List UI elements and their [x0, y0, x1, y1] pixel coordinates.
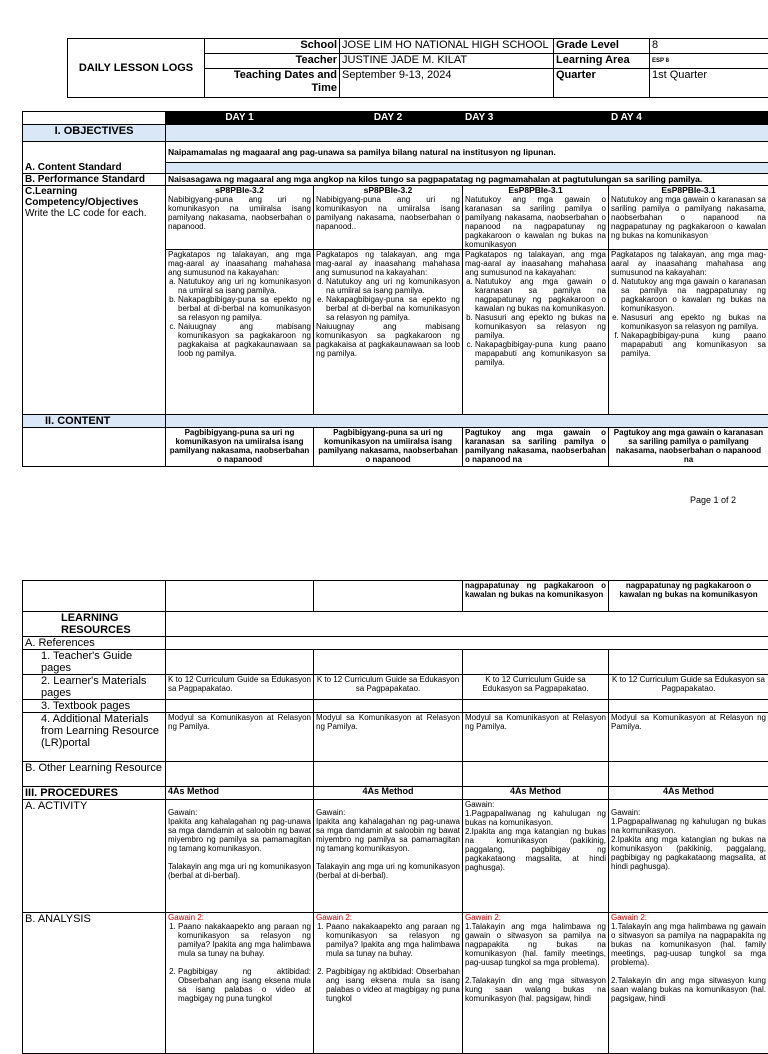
analysis-item: 2.Talakayin din ang mga sitwasyon kung saan walang bukas na komunikasyon (hal. pagsigaw, hindi — [465, 976, 606, 1003]
day-1-activity — [166, 800, 314, 913]
school-value: JOSE LIM HO NATIONAL HIGH SCHOOL — [340, 39, 554, 54]
day-4-objective: f. Nakapagbibigay-puna kung paano mapapabuti ang komunikasyon sa pamilya. — [621, 331, 766, 358]
dates-value: September 9-13, 2024 — [340, 69, 554, 98]
references-band — [166, 637, 768, 650]
gawain-2-label: Gawain 2: — [465, 913, 606, 922]
lc-note: Write the LC code for each. — [25, 208, 147, 219]
lm-day-3: K to 12 Curriculum Guide sa Edukasyon sa Pagpapakatao. — [463, 675, 609, 700]
day-2-objective: d. Natutukoy ang uri ng komunikasyon na umiiral sa isang pamilya. — [326, 277, 460, 295]
method-day-2: 4As Method — [314, 787, 463, 800]
tb-day-3 — [463, 700, 609, 713]
objectives-table — [22, 111, 768, 467]
day-1-competency — [166, 186, 314, 250]
day-4-content: Pagtukoy ang mga gawain o karanasan sa sariling pamilya o pamilyang nakasama, naobserbahan o napanood na — [609, 428, 768, 467]
lm-day-2: K to 12 Curriculum Guide sa Edukasyon sa Pagpapakatao. — [314, 675, 463, 700]
cont-left-cell — [23, 581, 166, 612]
day-2-competency — [314, 186, 463, 250]
tb-day-1 — [166, 700, 314, 713]
day-2-activity — [314, 800, 463, 913]
day-1-intro: Pagkatapos ng talakayan, ang mga mag-aaral ay inaasahang mahahasa ang sumusunod na kakayahan: — [168, 250, 311, 277]
analysis-item: 1. Paano nakakaapekto ang paraan ng komunikasyon sa relasyon ng pamilya? Ipakita ang mga halimbawa mula sa tunay na buhay. — [326, 922, 460, 958]
doc-title: DAILY LESSON LOGS — [68, 39, 205, 98]
day-3-code: EsP8PBIe-3.1 — [465, 186, 606, 195]
day-1-objective: a. Natutukoy ang uri ng komunikasyon na umiiral sa isang pamilya. — [178, 277, 311, 295]
add-day-4: Modyul sa Komunikasyon at Relasyon ng Pamilya. — [609, 713, 768, 762]
content-standard-value: Naipamamalas ng magaaral ang pag-unawa sa pamilya bilang natural na institusyon ng lipunan. — [166, 142, 768, 163]
day-4-objective: e. Nasusuri ang epekto ng bukas na komunikasyon sa relasyon ng pamilya. — [621, 313, 766, 331]
day-4-competency-text: Natutukoy ang mga gawain o karanasan sa sariling pamilya o pamilyang nakasama, naobserbahan o napanood na nagpapatunay ng pagkakaroon o kawalan ng bukas na komunikasyon — [611, 195, 766, 240]
day-3-objective: b. Nasusuri ang epekto ng bukas na komunikasyon sa relasyon ng pamilya. — [475, 313, 606, 340]
cont-day-1 — [166, 581, 314, 612]
day-4-objectives — [609, 250, 768, 415]
analysis-item: 1.Talakayin ang mga halimbawa ng gawain o sitwasyon sa pamilya na nagpapakita ng bukas na komunikasyon (hal. family meetings, pag-uusap tungkol sa mga problema). — [611, 922, 766, 967]
day-1-competency-text: Nabibigyang-puna ang uri ng komunikasyon na umiiralsa isang pamilyang nakasama, naobserbahan o napanood. — [168, 195, 311, 231]
day-3-content-cont: nagpapatunay ng pagkakaroon o kawalan ng bukas na komunikasyon — [463, 581, 609, 612]
day-2-analysis — [314, 913, 463, 1054]
day-2-objectives — [314, 250, 463, 415]
learners-materials-label: 2. Learner's Materials pages — [23, 675, 166, 700]
day-3-competency — [463, 186, 609, 250]
activity-text: Ipakita ang kahalagahan ng pag-unawa sa mga damdamin at saloobin ng bawat miyembro ng pamilya sa pamamagitan ng tamang komunikasyon. — [168, 817, 311, 853]
add-day-2: Modyul sa Komunikasyon at Relasyon ng Pamilya. — [314, 713, 463, 762]
tg-day-4 — [609, 650, 768, 675]
gawain-2-label: Gawain 2: — [168, 913, 311, 922]
day-3-objectives — [463, 250, 609, 415]
analysis-item: 2. Pagbibigay ng aktibidad: Obserbahan ang isang eksena mula sa isang palabas o video at magbigay ng puna tungkol — [178, 967, 311, 1003]
gawain-2-label: Gawain 2: — [611, 913, 766, 922]
cont-day-2 — [314, 581, 463, 612]
content-standard-spacer — [23, 142, 166, 163]
procedures-table — [22, 580, 768, 1054]
day-1-analysis — [166, 913, 314, 1054]
day-4-code: EsP8PBIe-3.1 — [611, 186, 766, 195]
analysis-label: B. ANALYSIS — [23, 913, 166, 1054]
day-4-objective: d. Natutukoy ang mga gawain o karanasan sa pamilya na nagpapatunay ng pagkakaroon o kawalan ng bukas na komunikasyon. — [621, 277, 766, 313]
tb-day-2 — [314, 700, 463, 713]
day-3-analysis — [463, 913, 609, 1054]
references-label: A. References — [23, 637, 166, 650]
activity-text-2: 2.Ipakita ang mga katangian ng bukas na komunikasyon (pakikinig, paggalang, pagbibigay ng pagkakataong magsalita, at hindi paghusga). — [611, 835, 766, 871]
lm-day-4: K to 12 Curriculum Guide sa Edukasyon sa Pagpapakatao. — [609, 675, 768, 700]
day-2-code: sP8PBIe-3.2 — [316, 186, 460, 195]
day-4-intro: Pagkatapos ng talakayan, ang mga mag-aaral ay inaasahang mahahasa ang sumusunod na kakayahan: — [611, 250, 766, 277]
activity-text: Ipakita ang kahalagahan ng pag-unawa sa mga damdamin at saloobin ng bawat miyembro ng pamilya sa pamamagitan ng tamang komunikasyon. — [316, 817, 460, 853]
learning-resources-band — [166, 612, 768, 637]
textbook-label: 3. Textbook pages — [23, 700, 166, 713]
gawain-2-label: Gawain 2: — [316, 913, 460, 922]
day-3-objective: c. Nakapagbibigay-puna kung paano mapapabuti ang komunikasyon sa pamilya. — [475, 340, 606, 367]
add-day-1: Modyul sa Komunikasyon at Relasyon ng Pamilya. — [166, 713, 314, 762]
page-number: Page 1 of 2 — [690, 495, 736, 505]
other-day-4 — [609, 762, 768, 787]
day-2-objective: e. Nakapagbibigay-puna sa epekto ng berbal at di-berbal na komunikasyon sa relasyon ng pamilya. — [326, 295, 460, 322]
method-day-3: 4As Method — [463, 787, 609, 800]
day-3-content: Pagtukoy ang mga gawain o karanasan sa sariling pamilya o pamilyang nakasama, naobserbahan o napanood na — [463, 428, 609, 467]
day-4-header: D AY 4 — [609, 112, 768, 125]
gawain-label: Gawain: — [316, 808, 460, 817]
learning-resources-label: LEARNING RESOURCES — [23, 612, 166, 637]
learning-competency-label: C.Learning Competency/Objectives — [25, 186, 138, 208]
content-left-cell — [23, 428, 166, 467]
activity-text-1: 1.Pagpapaliwanag ng kahulugan ng bukas na komunikasyon. — [465, 809, 606, 827]
day-3-activity — [463, 800, 609, 913]
analysis-item: 1. Paano nakakaapekto ang paraan ng komunikasyon sa relasyon ng pamilya? Ipakita ang mga halimbawa mula sa tunay na buhay. — [178, 922, 311, 958]
teacher-value: JUSTINE JADE M. KILAT — [340, 54, 554, 69]
tg-day-1 — [166, 650, 314, 675]
other-day-3 — [463, 762, 609, 787]
day-3-header: DAY 3 — [463, 112, 609, 125]
day-4-competency — [609, 186, 768, 250]
day-2-header: DAY 2 — [314, 112, 463, 125]
activity-label: A. ACTIVITY — [23, 800, 166, 913]
tg-day-3 — [463, 650, 609, 675]
day-3-objective: a. Natutukoy ang mga gawain o karanasan sa pamilya na nagpapatunay ng pagkakaroon o kawalan ng bukas na komunikasyon. — [475, 277, 606, 313]
day-1-content: Pagbibigyang-puna sa uri ng komunikasyon na umiiralsa isang pamilyang nakasama, naobserbahan o napanood — [166, 428, 314, 467]
content-standard-label: A. Content Standard — [23, 162, 166, 174]
content-heading-band — [166, 415, 768, 428]
quarter-value: 1st Quarter — [650, 69, 768, 98]
performance-standard-value: Naisasagawa ng magaaral ang mga angkop na kilos tungo sa pagpapatatag ng pagmamahalan at pagtutulungan sa sariling pamilya. — [166, 174, 768, 186]
day-2-objective: Naiuugnay ang mabisang komunikasyon sa pagkakaroon ng pagkakaisa at pagkakaunawaan sa loob ng pamilya. — [316, 322, 460, 358]
day-1-code: sP8PBIe-3.2 — [168, 186, 311, 195]
activity-text-b: Talakayin ang mga uri ng komunikasyon (berbal at di-berbal). — [316, 862, 460, 880]
activity-text-b: Talakayin ang mga uri ng komunikasyon (berbal at di-berbal). — [168, 862, 311, 880]
gawain-label: Gawain: — [465, 800, 606, 809]
gawain-label: Gawain: — [168, 808, 311, 817]
additional-materials-label: 4. Additional Materials from Learning Resource (LR)portal — [23, 713, 166, 762]
day-4-content-cont: nagpapatunay ng pagkakaroon o kawalan ng bukas na komunikasyon — [609, 581, 768, 612]
analysis-item: 2. Pagbibigay ng aktibidad: Obserbahan ang isang eksena mula sa isang palabas o video at magbigay ng puna tungkol — [326, 967, 460, 1003]
activity-text-1: 1.Pagpapaliwanag ng kahulugan ng bukas na komunikasyon. — [611, 817, 766, 835]
day-2-content: Pagbibigyang-puna sa uri ng komunikasyon na umiiralsa isang pamilyang nakasama, naobserbahan o napanood — [314, 428, 463, 467]
day-3-intro: Pagkatapos ng talakayan, ang mga mag-aaral ay inaasahang mahahasa ang sumusunod na kakayahan: — [465, 250, 606, 277]
day-1-objective: b. Nakapagbibigay-puna sa epekto ng berbal at di-berbal na komunikasyon sa relasyon ng pamilya. — [178, 295, 311, 322]
dates-label: Teaching Dates and Time — [205, 69, 340, 98]
objectives-band — [166, 125, 768, 142]
analysis-item: 1.Talakayin ang mga halimbawa ng gawain o sitwasyon sa pamilya na nagpapakita ng bukas na komunikasyon (hal. family meetings, pag-uusap tungkol sa mga problema). — [465, 922, 606, 967]
gawain-label: Gawain: — [611, 808, 766, 817]
objectives-heading: I. OBJECTIVES — [23, 125, 166, 142]
tg-day-2 — [314, 650, 463, 675]
activity-text-2: 2.Ipakita ang mga katangian ng bukas na komunikasyon (pakikinig, paggalang, pagbibigay ng pagkakataong magsalita, at hindi paghusga). — [465, 827, 606, 872]
content-band — [166, 162, 768, 174]
area-label: Learning Area — [554, 54, 650, 69]
day-3-competency-text: Natutukoy ang mga gawain o karanasan sa sariling pamilya o pamilyang nakasama, naobserbahan o napanood na nagpapatunay ng pagkakaroon o kawalan ng bukas na komunikasyon — [465, 195, 606, 249]
learning-competency-cell — [23, 186, 166, 415]
teachers-guide-label: 1. Teacher's Guide pages — [23, 650, 166, 675]
area-value: ESP 8 — [650, 54, 768, 69]
day-4-analysis — [609, 913, 768, 1054]
teacher-label: Teacher — [205, 54, 340, 69]
method-day-1: 4As Method — [166, 787, 314, 800]
day-1-objectives — [166, 250, 314, 415]
lm-day-1: K to 12 Curriculum Guide sa Edukasyon sa Pagpapakatao. — [166, 675, 314, 700]
day-1-objective: c. Naiuugnay ang mabisang komunikasyon sa pagkakaroon ng pagkakaisa at pagkakaunawaan sa loob ng pamilya. — [178, 322, 311, 358]
day-1-header: DAY 1 — [166, 112, 314, 125]
day-2-competency-text: Nabibigyang-puna ang uri ng komunikasyon na umiiralsa isang pamilyang nakasama, naobserbahan o napanood.. — [316, 195, 460, 231]
grade-label: Grade Level — [554, 39, 650, 54]
day-2-intro: Pagkatapos ng talakayan, ang mga mag-aaral ay inaasahang mahahasa ang sumusunod na kakayahan: — [316, 250, 460, 277]
day-4-activity — [609, 800, 768, 913]
tb-day-4 — [609, 700, 768, 713]
performance-standard-label: B. Performance Standard — [23, 174, 166, 186]
analysis-item: 2.Talakayin din ang mga sitwasyon kung saan walang bukas na komunikasyon (hal. pagsigaw, hindi — [611, 976, 766, 1003]
other-day-2 — [314, 762, 463, 787]
other-resources-label: B. Other Learning Resource — [23, 762, 166, 787]
corner-cell — [23, 112, 166, 125]
header-table — [67, 38, 768, 98]
add-day-3: Modyul sa Komunikasyon at Relasyon ng Pamilya. — [463, 713, 609, 762]
other-day-1 — [166, 762, 314, 787]
school-label: School — [205, 39, 340, 54]
procedures-label: III. PROCEDURES — [23, 787, 166, 800]
content-heading: II. CONTENT — [23, 415, 166, 428]
method-day-4: 4As Method — [609, 787, 768, 800]
quarter-label: Quarter — [554, 69, 650, 98]
grade-value: 8 — [650, 39, 768, 54]
